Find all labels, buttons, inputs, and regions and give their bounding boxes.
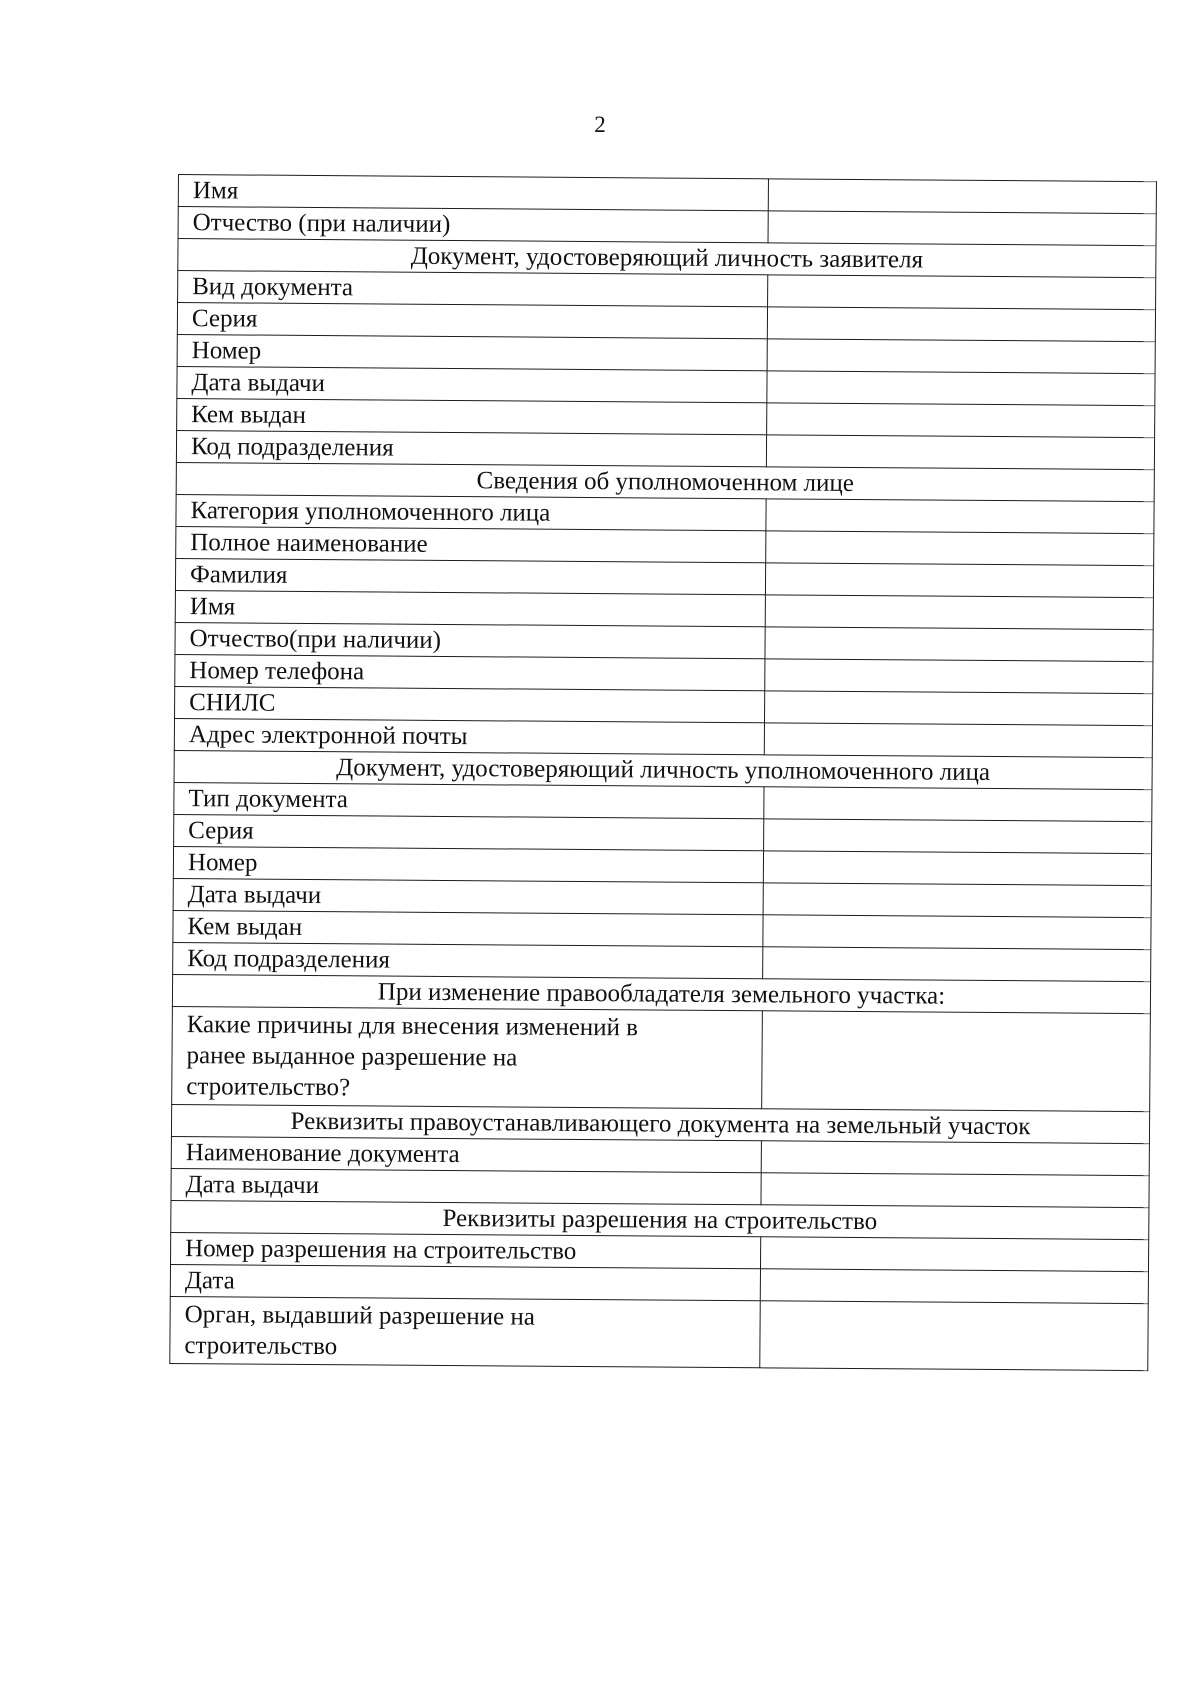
field-value-cell[interactable] (764, 723, 1152, 758)
field-value-cell[interactable] (766, 435, 1154, 470)
field-value-cell[interactable] (766, 531, 1154, 566)
field-value-cell[interactable] (767, 371, 1155, 406)
form-table-body (170, 175, 1157, 1371)
field-value-cell[interactable] (761, 1173, 1149, 1208)
field-label: Код подразделения (176, 430, 766, 466)
field-value-cell[interactable] (767, 339, 1155, 374)
field-label: Категория уполномоченного лица (176, 494, 766, 530)
field-value-cell[interactable] (764, 787, 1152, 822)
field-label: Серия (177, 303, 767, 339)
field-value-cell[interactable] (767, 403, 1155, 438)
field-label (170, 1296, 760, 1367)
field-label (172, 1006, 763, 1108)
field-value-cell[interactable] (765, 595, 1153, 630)
field-label: Отчество(при наличии) (175, 622, 765, 658)
field-value-cell[interactable] (760, 1301, 1148, 1371)
page-number: 2 (594, 112, 606, 137)
field-value-cell[interactable] (765, 627, 1153, 662)
field-label: Номер телефона (175, 654, 765, 690)
field-value-cell[interactable] (760, 1237, 1148, 1272)
field-label: Вид документа (178, 271, 768, 307)
field-value-cell[interactable] (766, 499, 1154, 534)
field-value-cell[interactable] (765, 659, 1153, 694)
field-label: Полное наименование (176, 526, 766, 562)
field-label: Имя (178, 175, 768, 211)
section-heading: Реквизиты разрешения на строительство (171, 1200, 1149, 1239)
field-value-cell[interactable] (760, 1269, 1148, 1304)
section-heading: Документ, удостоверяющий личность заявителя (178, 239, 1156, 278)
field-label: Код подразделения (173, 942, 763, 978)
field-label-line: строительство? (186, 1073, 351, 1102)
field-value-cell[interactable] (763, 851, 1151, 886)
field-label: Кем выдан (173, 910, 763, 946)
form-field-row (172, 1006, 1151, 1111)
field-label: Адрес электронной почты (174, 718, 764, 754)
field-label: Кем выдан (177, 398, 767, 434)
field-value-cell[interactable] (768, 275, 1156, 310)
field-label: Дата (170, 1264, 760, 1300)
field-label-line: строительство (184, 1332, 338, 1361)
field-label: Отчество (при наличии) (178, 207, 768, 243)
application-form-table (169, 174, 1157, 1371)
field-label: Фамилия (175, 558, 765, 594)
field-label-line: Орган, выдавший разрешение на (184, 1301, 535, 1331)
field-value-cell[interactable] (762, 1011, 1151, 1112)
field-label-line: Какие причины для внесения изменений в (186, 1011, 639, 1042)
field-value-cell[interactable] (764, 691, 1152, 726)
field-value-cell[interactable] (767, 307, 1155, 342)
section-heading: Реквизиты правоустанавливающего документа на земельный участок (171, 1104, 1149, 1143)
field-value-cell[interactable] (764, 819, 1152, 854)
field-value-cell[interactable] (765, 563, 1153, 598)
field-value-cell[interactable] (763, 947, 1151, 982)
field-label: Тип документа (174, 782, 764, 818)
field-value-cell[interactable] (761, 1141, 1149, 1176)
field-value-cell[interactable] (763, 883, 1151, 918)
field-label: Номер разрешения на строительство (171, 1232, 761, 1268)
field-value-cell[interactable] (768, 211, 1156, 246)
field-label: Серия (174, 814, 764, 850)
field-value-cell[interactable] (768, 179, 1156, 214)
field-label: Дата выдачи (173, 878, 763, 914)
field-label: Дата выдачи (177, 366, 767, 402)
section-heading: Сведения об уполномоченном лице (176, 462, 1154, 501)
field-label: Номер (173, 846, 763, 882)
form-field-row (170, 1296, 1148, 1370)
field-label: СНИЛС (175, 686, 765, 722)
field-label: Наименование документа (171, 1136, 761, 1172)
section-heading: Документ, удостоверяющий личность уполномоченного лица (174, 750, 1152, 789)
section-heading: При изменение правообладателя земельного участка: (172, 974, 1150, 1013)
field-label-line: ранее выданное разрешение на (186, 1042, 518, 1072)
field-label: Дата выдачи (171, 1168, 761, 1204)
field-label: Номер (177, 334, 767, 370)
field-label: Имя (175, 590, 765, 626)
field-value-cell[interactable] (763, 915, 1151, 950)
